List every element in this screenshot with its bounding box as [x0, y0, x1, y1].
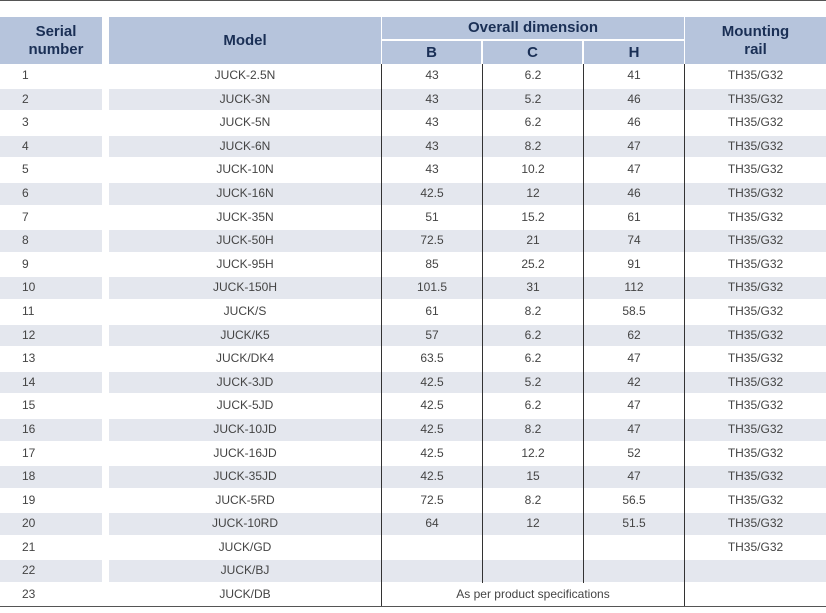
table-row	[0, 111, 826, 135]
table-row	[0, 394, 826, 418]
cell-b	[382, 559, 482, 583]
cell-mounting-rail: TH35/G32	[727, 162, 784, 177]
cell-h: 56.5	[622, 492, 646, 507]
cell-serial-number: 12	[22, 327, 36, 342]
table-top-rule	[0, 0, 826, 1]
cell-serial-number: 2	[22, 91, 29, 106]
cell-serial-number: 11	[22, 303, 35, 318]
cell-h: 47	[627, 162, 641, 177]
cell-mounting-rail: TH35/G32	[727, 351, 784, 366]
cell-mounting-rail: TH35/G32	[727, 138, 784, 153]
cell-mounting-rail	[685, 559, 826, 583]
cell-c: 12	[526, 185, 540, 200]
table-row	[0, 276, 826, 300]
cell-mounting-rail: TH35/G32	[727, 280, 784, 295]
cell-model: JUCK-3N	[219, 91, 271, 106]
cell-serial-number: 19	[22, 492, 36, 507]
cell-model: JUCK/DB	[219, 587, 271, 602]
cell-b: 43	[425, 138, 439, 153]
cell-model: JUCK-16N	[216, 185, 274, 200]
cell-serial-number: 17	[22, 445, 36, 460]
table-row	[0, 489, 826, 513]
cell-model: JUCK-5JD	[216, 398, 274, 413]
header-h	[584, 41, 684, 64]
cell-mounting-rail: TH35/G32	[727, 469, 784, 484]
cell-serial-number: 22	[22, 563, 36, 578]
column-rule-rail-left	[684, 64, 685, 607]
cell-model: JUCK/BJ	[220, 563, 270, 578]
cell-c: 12.2	[521, 445, 545, 460]
cell-h: 61	[627, 209, 641, 224]
column-rule-b-left	[381, 64, 382, 607]
cell-model: JUCK-95H	[216, 256, 274, 271]
cell-serial-number: 6	[22, 185, 29, 200]
cell-h	[584, 536, 684, 560]
cell-b: 42.5	[420, 445, 444, 460]
cell-model: JUCK-6N	[219, 138, 271, 153]
cell-mounting-rail: TH35/G32	[727, 115, 784, 130]
header-b-label: B	[426, 43, 437, 61]
note-as-per-specifications: As per product specifications	[456, 587, 610, 601]
cell-b: 101.5	[416, 280, 448, 295]
cell-serial-number: 9	[22, 256, 29, 271]
cell-b: 57	[425, 327, 439, 342]
cell-h: 47	[627, 469, 641, 484]
table-row	[0, 229, 826, 253]
table-bottom-rule	[0, 606, 826, 607]
cell-h: 58.5	[622, 303, 646, 318]
cell-serial-number: 5	[22, 162, 29, 177]
cell-h: 46	[627, 91, 641, 106]
cell-c: 21	[526, 233, 540, 248]
cell-model: JUCK-50H	[216, 233, 274, 248]
cell-model: JUCK/K5	[220, 327, 270, 342]
cell-serial-number: 16	[22, 421, 36, 436]
cell-b: 42.5	[420, 185, 444, 200]
cell-mounting-rail: TH35/G32	[727, 327, 784, 342]
cell-mounting-rail: TH35/G32	[727, 492, 784, 507]
table-row	[0, 158, 826, 182]
cell-model: JUCK-35N	[216, 209, 274, 224]
cell-model: JUCK/S	[223, 303, 267, 318]
cell-c: 12	[526, 516, 540, 531]
cell-h: 91	[627, 256, 641, 271]
cell-mounting-rail: TH35/G32	[727, 421, 784, 436]
header-serial-number	[0, 17, 102, 64]
table-row	[0, 512, 826, 536]
cell-c: 5.2	[524, 374, 542, 389]
cell-model: JUCK-10N	[216, 162, 274, 177]
header-serial-label: Serial number	[28, 22, 84, 58]
table-row	[0, 253, 826, 277]
cell-h: 112	[624, 280, 644, 295]
cell-b	[382, 536, 482, 560]
cell-h: 47	[627, 138, 641, 153]
cell-h	[584, 559, 684, 583]
cell-serial-number: 13	[22, 351, 36, 366]
cell-c: 6.2	[524, 115, 542, 130]
cell-model: JUCK/DK4	[215, 351, 274, 366]
cell-b: 85	[425, 256, 439, 271]
cell-h: 74	[627, 233, 641, 248]
cell-c: 8.2	[524, 421, 542, 436]
cell-b: 72.5	[420, 492, 444, 507]
table-body	[0, 64, 826, 607]
table-row	[0, 347, 826, 371]
cell-serial-number: 15	[22, 398, 36, 413]
table-row	[0, 206, 826, 230]
cell-c	[483, 559, 583, 583]
cell-serial-number: 8	[22, 233, 29, 248]
header-c	[483, 41, 583, 64]
cell-model: JUCK-3JD	[216, 374, 274, 389]
cell-c: 5.2	[524, 91, 542, 106]
table-row	[0, 442, 826, 466]
cell-serial-number: 14	[22, 374, 36, 389]
cell-c: 15.2	[521, 209, 545, 224]
cell-serial-number: 23	[22, 587, 36, 602]
cell-h: 52	[627, 445, 641, 460]
cell-mounting-rail: TH35/G32	[727, 374, 784, 389]
cell-h: 47	[627, 351, 641, 366]
cell-model: JUCK-2.5N	[214, 68, 276, 82]
cell-b: 42.5	[420, 374, 444, 389]
header-b	[382, 41, 482, 64]
cell-c: 6.2	[524, 68, 542, 82]
cell-model: JUCK/GD	[218, 539, 272, 554]
cell-c: 10.2	[521, 162, 545, 177]
cell-h: 62	[627, 327, 641, 342]
cell-serial-number: 3	[22, 115, 29, 130]
header-model	[109, 17, 381, 64]
column-rule-c-left	[482, 64, 483, 583]
cell-mounting-rail: TH35/G32	[727, 256, 784, 271]
cell-model: JUCK-5N	[219, 115, 271, 130]
cell-c: 6.2	[524, 351, 542, 366]
cell-c: 6.2	[524, 327, 542, 342]
table-row	[0, 559, 826, 583]
cell-h: 47	[627, 398, 641, 413]
cell-b: 43	[425, 91, 439, 106]
cell-mounting-rail: TH35/G32	[727, 185, 784, 200]
cell-serial-number: 21	[22, 539, 36, 554]
table-row	[0, 418, 826, 442]
cell-b: 43	[425, 115, 439, 130]
cell-mounting-rail	[685, 583, 826, 607]
header-mounting-rail	[685, 17, 826, 64]
table-row	[0, 371, 826, 395]
cell-model: JUCK-10RD	[211, 516, 278, 531]
cell-mounting-rail: TH35/G32	[727, 233, 784, 248]
table-row	[0, 324, 826, 348]
cell-model: JUCK-35JD	[213, 469, 277, 484]
cell-b: 63.5	[420, 351, 444, 366]
cell-b: 61	[425, 303, 439, 318]
cell-c	[483, 536, 583, 560]
table-row	[0, 300, 826, 324]
cell-c: 8.2	[524, 492, 542, 507]
header-overall-dimension	[382, 17, 684, 40]
table-row	[0, 536, 826, 560]
cell-serial-number: 4	[22, 138, 29, 153]
cell-c: 8.2	[524, 138, 542, 153]
header-model-label: Model	[223, 31, 267, 49]
cell-h: 42	[627, 374, 641, 389]
cell-b: 42.5	[420, 398, 444, 413]
cell-h: 46	[627, 185, 641, 200]
cell-serial-number: 10	[22, 280, 36, 295]
cell-h: 51.5	[622, 516, 646, 531]
cell-b: 64	[425, 516, 439, 531]
column-rule-model-left	[108, 17, 109, 607]
cell-b: 42.5	[420, 421, 444, 436]
cell-c: 8.2	[524, 303, 542, 318]
cell-c: 6.2	[524, 398, 542, 413]
table-row	[0, 135, 826, 159]
cell-mounting-rail: TH35/G32	[727, 91, 784, 106]
header-overall-label: Overall dimension	[467, 19, 599, 36]
cell-mounting-rail: TH35/G32	[727, 445, 784, 460]
table-row	[0, 182, 826, 206]
cell-c: 25.2	[521, 256, 545, 271]
table-row	[0, 64, 826, 88]
cell-b: 43	[425, 162, 439, 177]
header-h-label: H	[628, 43, 640, 61]
table-row	[0, 465, 826, 489]
cell-mounting-rail: TH35/G32	[727, 516, 784, 531]
cell-b: 43	[425, 68, 439, 82]
cell-model: JUCK-150H	[212, 280, 278, 295]
column-rule-h-left	[583, 64, 584, 583]
cell-c: 31	[526, 280, 540, 295]
cell-b: 51	[425, 209, 439, 224]
cell-serial-number: 1	[22, 68, 29, 82]
cell-mounting-rail: TH35/G32	[727, 209, 784, 224]
cell-model: JUCK-16JD	[213, 445, 277, 460]
cell-serial-number: 7	[22, 209, 29, 224]
cell-b: 42.5	[420, 469, 444, 484]
cell-model: JUCK-10JD	[213, 421, 277, 436]
table-row	[0, 88, 826, 112]
cell-mounting-rail: TH35/G32	[727, 68, 784, 82]
cell-serial-number: 20	[22, 516, 36, 531]
cell-serial-number: 18	[22, 469, 36, 484]
header-c-label: C	[527, 43, 538, 61]
cell-mounting-rail: TH35/G32	[727, 303, 784, 318]
cell-h: 47	[627, 421, 641, 436]
cell-h: 41	[627, 68, 641, 82]
cell-b: 72.5	[420, 233, 444, 248]
cell-h: 46	[627, 115, 641, 130]
cell-mounting-rail: TH35/G32	[727, 539, 784, 554]
header-rail-label: Mounting rail	[721, 22, 790, 58]
cell-c: 15	[526, 469, 540, 484]
cell-model: JUCK-5RD	[215, 492, 275, 507]
cell-mounting-rail: TH35/G32	[727, 398, 784, 413]
